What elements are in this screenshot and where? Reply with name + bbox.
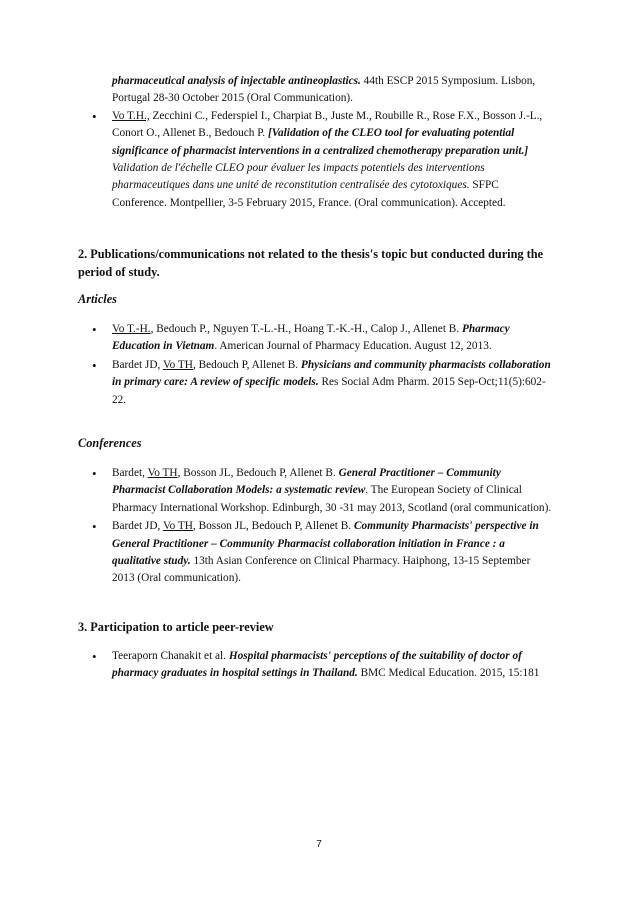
item-authors: , Bedouch P., Nguyen T.-L.-H., Hoang T.-K.-H., Calop J., Allenet B. [150,323,462,335]
item-author-underlined: Vo T.-H. [112,323,151,335]
peer-review-list [92,648,554,683]
item-rest: SFPC Conference. Montpellier, 3-5 February 2015, France. (Oral communication). Accepted. [112,179,506,209]
item-author-underlined: Vo TH [162,520,193,533]
item-title: [Validation of the CLEO tool for evaluating potential significance of pharmacist interventions in a centralized chemotherapy preparation unit.] [112,127,529,157]
conferences-subheading: Conferences [78,436,142,450]
item-rest: . The European Society of Clinical Pharmacy International Workshop. Edinburgh, 30 -31 may 2013, Scotland (oral communication). [112,484,552,514]
item-authors: , Bosson JL, Bedouch P, Allenet B. [192,520,354,533]
list-item [92,321,554,356]
item-italic-title: Validation de l'échelle CLEO pour évaluer les impacts potentiels des interventions pharmaceutiques dans une unité de reconstitution centralisée des cytotoxiques. [112,162,485,192]
item-rest: . American Journal of Pharmacy Education. August 12, 2013. [214,340,492,353]
item-author-underlined: Vo TH [147,467,178,479]
list-item [92,465,554,517]
articles-subheading: Articles [78,292,117,306]
item-authors-pre: Bardet JD, [112,520,163,533]
item-author-underlined: Vo T.H., [112,109,150,122]
item-title: Community Pharmacists' perspective in General Practitioner – Community Pharmacist collaboration initiation in France : a qualitative study. [112,520,539,568]
item-author-underlined: Vo TH [162,358,193,371]
item-authors: , Bosson JL, Bedouch P, Allenet B. [177,467,339,479]
continuation-list [92,73,554,212]
list-item [92,357,554,409]
conferences-list [92,465,554,588]
item-title: Pharmacy Education in Vietnam [112,323,510,353]
list-item [92,648,554,683]
section-2-heading: 2. Publications/communications not related to the thesis's topic but conducted during the period of study. [78,247,544,279]
item-authors-pre: Bardet JD, [112,358,163,371]
item-title: General Practitioner – Community Pharmacist Collaboration Models: a systematic review [112,467,501,497]
item-title: Hospital pharmacists' perceptions of the suitability of doctor of pharmacy graduates in hospital settings in Thailand. [112,650,522,680]
item-rest: 13th Asian Conference on Clinical Pharmacy. Haiphong, 13-15 September 2013 (Oral communication). [112,555,531,585]
item-authors: Zecchini C., Federspiel I., Charpiat B., Juste M., Roubille R., Rose F.X., Bosson J.-L., Conort O., Allenet B., Bedouch P. [112,109,543,140]
item-rest: BMC Medical Education. 2015, 15:181 [357,667,540,680]
item-rest: 44th ESCP 2015 Symposium. Lisbon, Portugal 28-30 October 2015 (Oral Communication). [112,75,536,105]
item-title: pharmaceutical analysis of injectable antineoplastics. [112,75,361,87]
item-authors: , Bedouch P, Allenet B. [192,358,301,371]
item-title: Physicians and community pharmacists collaboration in primary care: A review of specific models. [112,358,551,389]
page-number: 7 [316,839,322,850]
list-item [92,108,554,212]
item-authors: Teeraporn Chanakit et al. [112,650,229,662]
list-item [92,73,554,108]
articles-list [92,321,554,409]
section-3-heading: 3. Participation to article peer-review [78,620,274,634]
item-rest: Res Social Adm Pharm. 2015 Sep-Oct;11(5):602-22. [112,376,546,406]
item-authors-pre: Bardet, [112,467,148,479]
list-item [92,518,554,588]
